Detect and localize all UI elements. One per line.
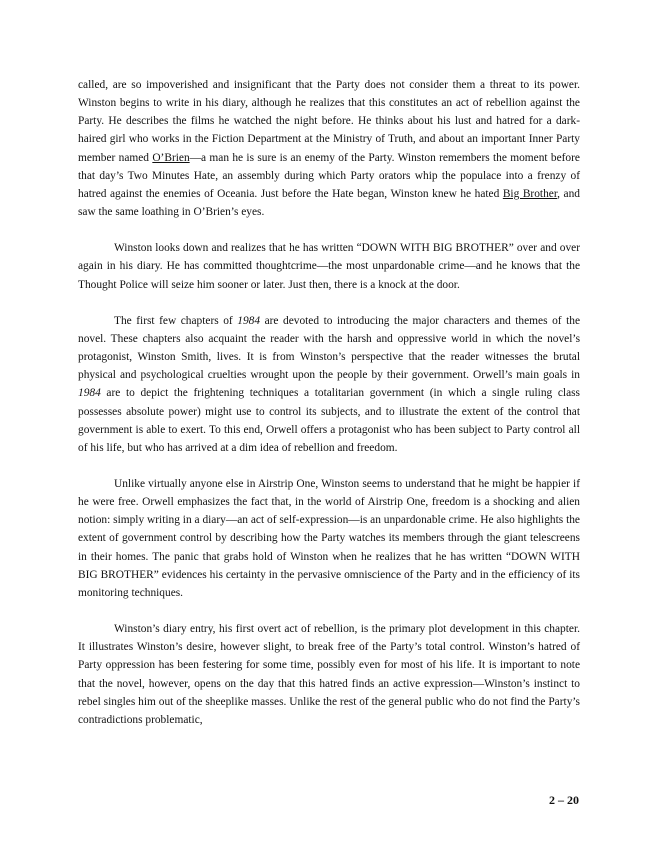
paragraph-4 [78, 475, 580, 602]
paragraph-text: Winston looks down and realizes that he has written “DOWN WITH BIG BROTHER” over and over again in his diary. He has committed thoughtcrime—the most unpardonable crime—and he knows that the Thought Police will seize him sooner or later. Just then, there is a knock at the door. [78, 242, 580, 291]
paragraph-1 [78, 76, 580, 221]
paragraph-2 [78, 239, 580, 293]
paragraph-text: The first few chapters of [114, 314, 238, 327]
paragraph-text: are to depict the frightening techniques a totalitarian government (in which a single ruling class possesses absolute power) might use to control its subjects, and to illustrate the extent of the control that government is able to exert. To this end, Orwell offers a protagonist who has been subject to Party control all of his life, but who has arrived at a dim idea of rebellion and freedom. [78, 387, 580, 454]
paragraph-5 [78, 620, 580, 729]
big-brother-link[interactable]: Big Brother [502, 187, 558, 200]
paragraph-text: —a man he is sure is an enemy of the Party. Winston remembers the moment before that day’s Two Minutes Hate, an assembly during which Party orators whip the populace into a frenzy of hatred against the enemies of Oceania. Just before the Hate began, Winston knew he hated [78, 151, 580, 200]
book-title: 1984 [237, 314, 261, 327]
obrien-link[interactable]: O’Brien [152, 151, 190, 164]
paragraph-text: Unlike virtually anyone else in Airstrip One, Winston seems to understand that he might be happier if he were free. Orwell emphasizes the fact that, in the world of Airstrip One, freedom is a shocking and alien notion: simply writing in a diary—an act of self-expression—is an unpardonable crime. He also highlights the extent of government control by describing how the Party watches its members through the giant telescreens in their homes. The panic that grabs hold of Winston when he realizes that he has written “DOWN WITH BIG BROTHER” evidences his certainty in the pervasive omniscience of the Party and in the efficiency of its monitoring techniques. [78, 477, 580, 599]
paragraph-text: Winston’s diary entry, his first overt act of rebellion, is the primary plot development in this chapter. It illustrates Winston’s desire, however slight, to break free of the Party’s total control. Winston’s hatred of Party oppression has been festering for some time, possibly even for most of his life. It is important to note that the novel, however, opens on the day that this hatred finds an active expression—Winston’s instinct to rebel singles him out of the sheeplike masses. Unlike the rest of the general public who do not find the Party’s contradictions problematic, [78, 623, 580, 726]
paragraph-3 [78, 312, 580, 457]
paragraph-text: called, are so impoverished and insignificant that the Party does not consider them a threat to its power. Winston begins to write in his diary, although he realizes that this constitutes an act of rebellion against the Party. He describes the films he watched the night before. He thinks about his lust and hatred for a dark-haired girl who works in the Fiction Department at the Ministry of Truth, and about an important Inner Party member named [78, 79, 580, 164]
paragraph-text: , and saw the same loathing in O’Brien’s eyes. [78, 187, 580, 219]
paragraph-text: are devoted to introducing the major characters and themes of the novel. These chapters also acquaint the reader with the harsh and oppressive world in which the novel’s protagonist, Winston Smith, lives. It is from Winston’s perspective that the reader witnesses the brutal physical and psychological cruelties wrought upon the people by their government. Orwell’s main goals in [78, 314, 581, 382]
page-number: 2 – 20 [549, 793, 579, 807]
body-text [78, 76, 580, 729]
book-title: 1984 [78, 387, 101, 400]
